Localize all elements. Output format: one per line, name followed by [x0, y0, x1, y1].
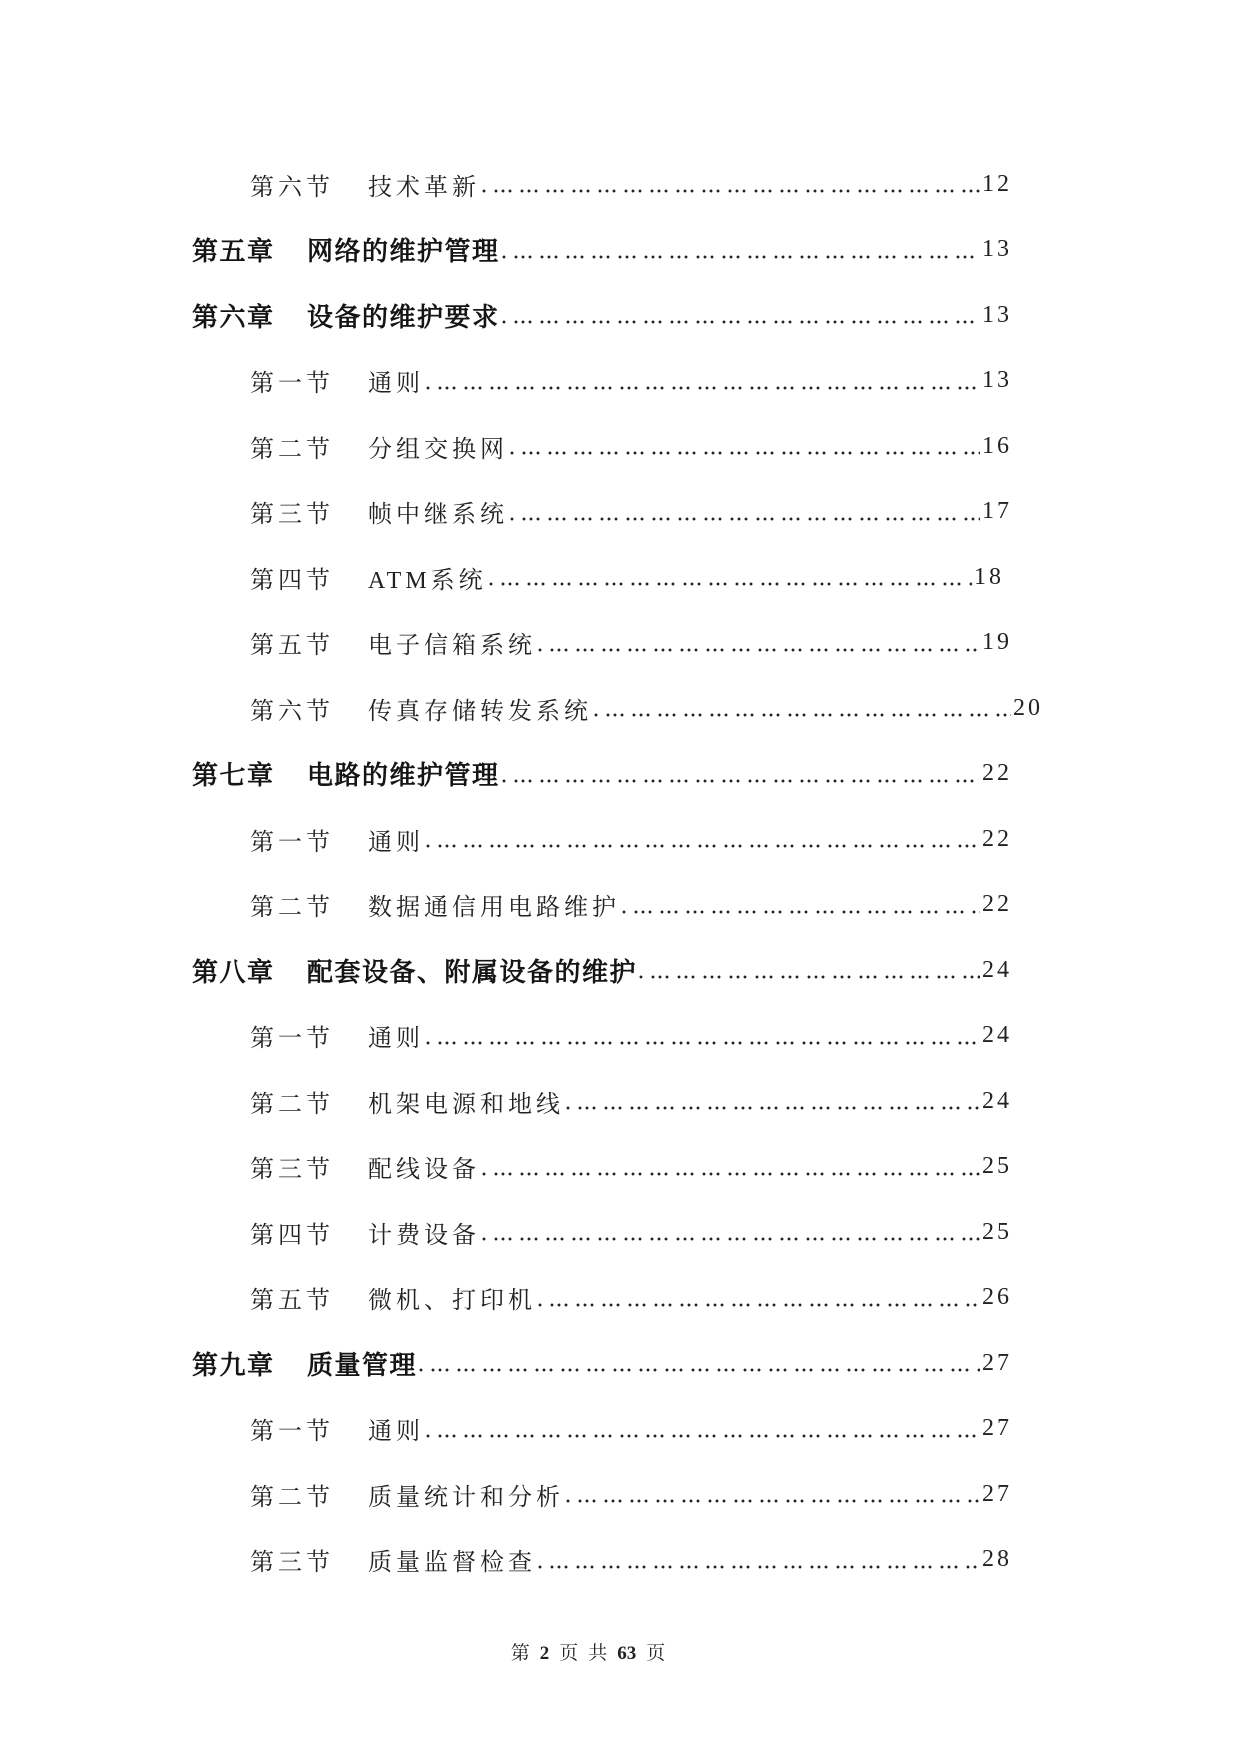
page-number: 22	[982, 891, 1012, 917]
page-number: 22	[982, 825, 1012, 852]
footer-total-prefix: 共	[588, 1643, 608, 1664]
page-number: 27	[982, 1349, 1012, 1376]
section-number: 第四节	[250, 1222, 334, 1249]
toc-entry-section	[250, 348, 1012, 414]
dot-leader	[639, 961, 980, 979]
section-number: 第一节	[250, 1026, 334, 1052]
total-page-count: 63	[617, 1643, 637, 1664]
dot-leader	[482, 1223, 980, 1241]
page-number: 28	[982, 1546, 1012, 1572]
toc-entry-section	[250, 610, 1012, 676]
section-title: 计费设备	[368, 1222, 480, 1249]
section-number: 第六节	[250, 698, 334, 725]
current-page-number: 2	[539, 1643, 550, 1664]
dot-leader	[510, 437, 980, 455]
dot-leader	[426, 1420, 980, 1438]
dot-leader	[426, 830, 980, 848]
toc-entry-section	[250, 151, 1012, 217]
section-number: 第五节	[250, 633, 334, 659]
toc-entry-section	[250, 413, 1012, 479]
toc-entry-section	[250, 1003, 1012, 1069]
footer-prefix: 第	[510, 1643, 530, 1664]
page-number: 24	[982, 1022, 1012, 1048]
toc-entry-section	[250, 1265, 1012, 1331]
dot-leader	[426, 1027, 980, 1045]
page-number: 17	[982, 498, 1012, 524]
section-title: 微机、打印机	[368, 1288, 536, 1314]
toc-entry-chapter	[192, 741, 1012, 807]
dot-leader	[482, 175, 980, 193]
toc-entry-section	[250, 872, 1012, 938]
dot-leader	[502, 765, 980, 783]
section-title: 通则	[368, 371, 424, 397]
dot-leader	[489, 568, 972, 586]
toc-entry-chapter	[192, 217, 1012, 283]
toc-entry-section	[250, 806, 1012, 872]
dot-leader	[538, 1551, 980, 1569]
page-number: 22	[982, 760, 1012, 786]
page-number: 18	[974, 563, 1004, 590]
section-title: 数据通信用电路维护	[368, 895, 620, 921]
section-title: 配线设备	[368, 1157, 480, 1183]
page-number: 25	[982, 1153, 1012, 1179]
dot-leader	[538, 634, 980, 652]
toc-entry-chapter	[192, 937, 1012, 1003]
dot-leader	[502, 306, 980, 324]
section-title: 帧中继系统	[368, 502, 508, 528]
section-title: 机架电源和地线	[368, 1091, 564, 1118]
section-title: ATM系统	[368, 567, 487, 594]
toc-entry-section	[250, 1068, 1012, 1134]
dot-leader	[419, 1354, 980, 1372]
section-title: 传真存储转发系统	[368, 698, 592, 725]
toc-entry-section	[250, 1199, 1012, 1265]
table-of-contents	[0, 151, 1241, 1611]
section-title: 分组交换网	[368, 436, 508, 463]
section-title: 电子信箱系统	[368, 633, 536, 659]
toc-entry-section	[250, 544, 1004, 610]
page-number: 13	[982, 301, 1012, 328]
page-number: 27	[982, 1480, 1012, 1507]
section-number: 第二节	[250, 1484, 334, 1511]
chapter-title: 配套设备、附属设备的维护	[307, 957, 638, 987]
toc-entry-section	[250, 479, 1012, 545]
page-number: 19	[982, 629, 1012, 655]
section-number: 第二节	[250, 1091, 334, 1118]
section-number: 第二节	[250, 436, 334, 463]
footer-suffix: 页	[646, 1643, 666, 1664]
section-title: 技术革新	[368, 174, 480, 201]
toc-entry-section	[250, 1134, 1012, 1200]
dot-leader	[566, 1485, 980, 1503]
toc-entry-section	[250, 1461, 1012, 1527]
chapter-number: 第九章	[192, 1350, 275, 1380]
section-title: 通则	[368, 829, 424, 856]
page-number: 27	[982, 1415, 1012, 1441]
section-number: 第六节	[250, 174, 334, 201]
page-number: 13	[982, 367, 1012, 393]
section-title: 通则	[368, 1026, 424, 1052]
section-title: 质量统计和分析	[368, 1484, 564, 1511]
section-title: 质量监督检查	[368, 1550, 536, 1576]
chapter-number: 第八章	[192, 957, 275, 987]
dot-leader	[482, 1158, 980, 1176]
dot-leader	[566, 1092, 980, 1110]
toc-entry-section	[250, 1527, 1012, 1593]
section-number: 第三节	[250, 1157, 334, 1183]
chapter-number: 第六章	[192, 302, 275, 332]
dot-leader	[510, 503, 980, 521]
chapter-title: 电路的维护管理	[307, 761, 500, 790]
toc-entry-section	[250, 1396, 1012, 1462]
page-number: 16	[982, 432, 1012, 459]
chapter-title: 质量管理	[307, 1350, 418, 1380]
dot-leader	[594, 699, 1011, 717]
page-number: 12	[982, 170, 1012, 197]
section-number: 第一节	[250, 829, 334, 856]
page-number: 13	[982, 236, 1012, 262]
toc-entry-section	[250, 675, 1043, 741]
section-number: 第一节	[250, 371, 334, 397]
page-number: 26	[982, 1284, 1012, 1310]
dot-leader	[426, 372, 980, 390]
chapter-number: 第五章	[192, 237, 275, 266]
dot-leader	[538, 1289, 980, 1307]
section-title: 通则	[368, 1419, 424, 1445]
page-number: 25	[982, 1218, 1012, 1245]
page-number: 20	[1013, 694, 1043, 721]
toc-entry-chapter	[192, 282, 1012, 348]
dot-leader	[622, 896, 980, 914]
section-number: 第三节	[250, 502, 334, 528]
chapter-title: 设备的维护要求	[307, 302, 500, 332]
dot-leader	[502, 241, 980, 259]
footer-page-word: 页	[559, 1643, 579, 1664]
chapter-title: 网络的维护管理	[307, 237, 500, 266]
page-footer	[0, 1638, 1176, 1665]
page-number: 24	[982, 956, 1012, 983]
chapter-number: 第七章	[192, 761, 275, 790]
section-number: 第四节	[250, 567, 334, 594]
section-number: 第三节	[250, 1550, 334, 1576]
page-number: 24	[982, 1087, 1012, 1114]
section-number: 第五节	[250, 1288, 334, 1314]
section-number: 第二节	[250, 895, 334, 921]
section-number: 第一节	[250, 1419, 334, 1445]
toc-entry-chapter	[192, 1330, 1012, 1396]
